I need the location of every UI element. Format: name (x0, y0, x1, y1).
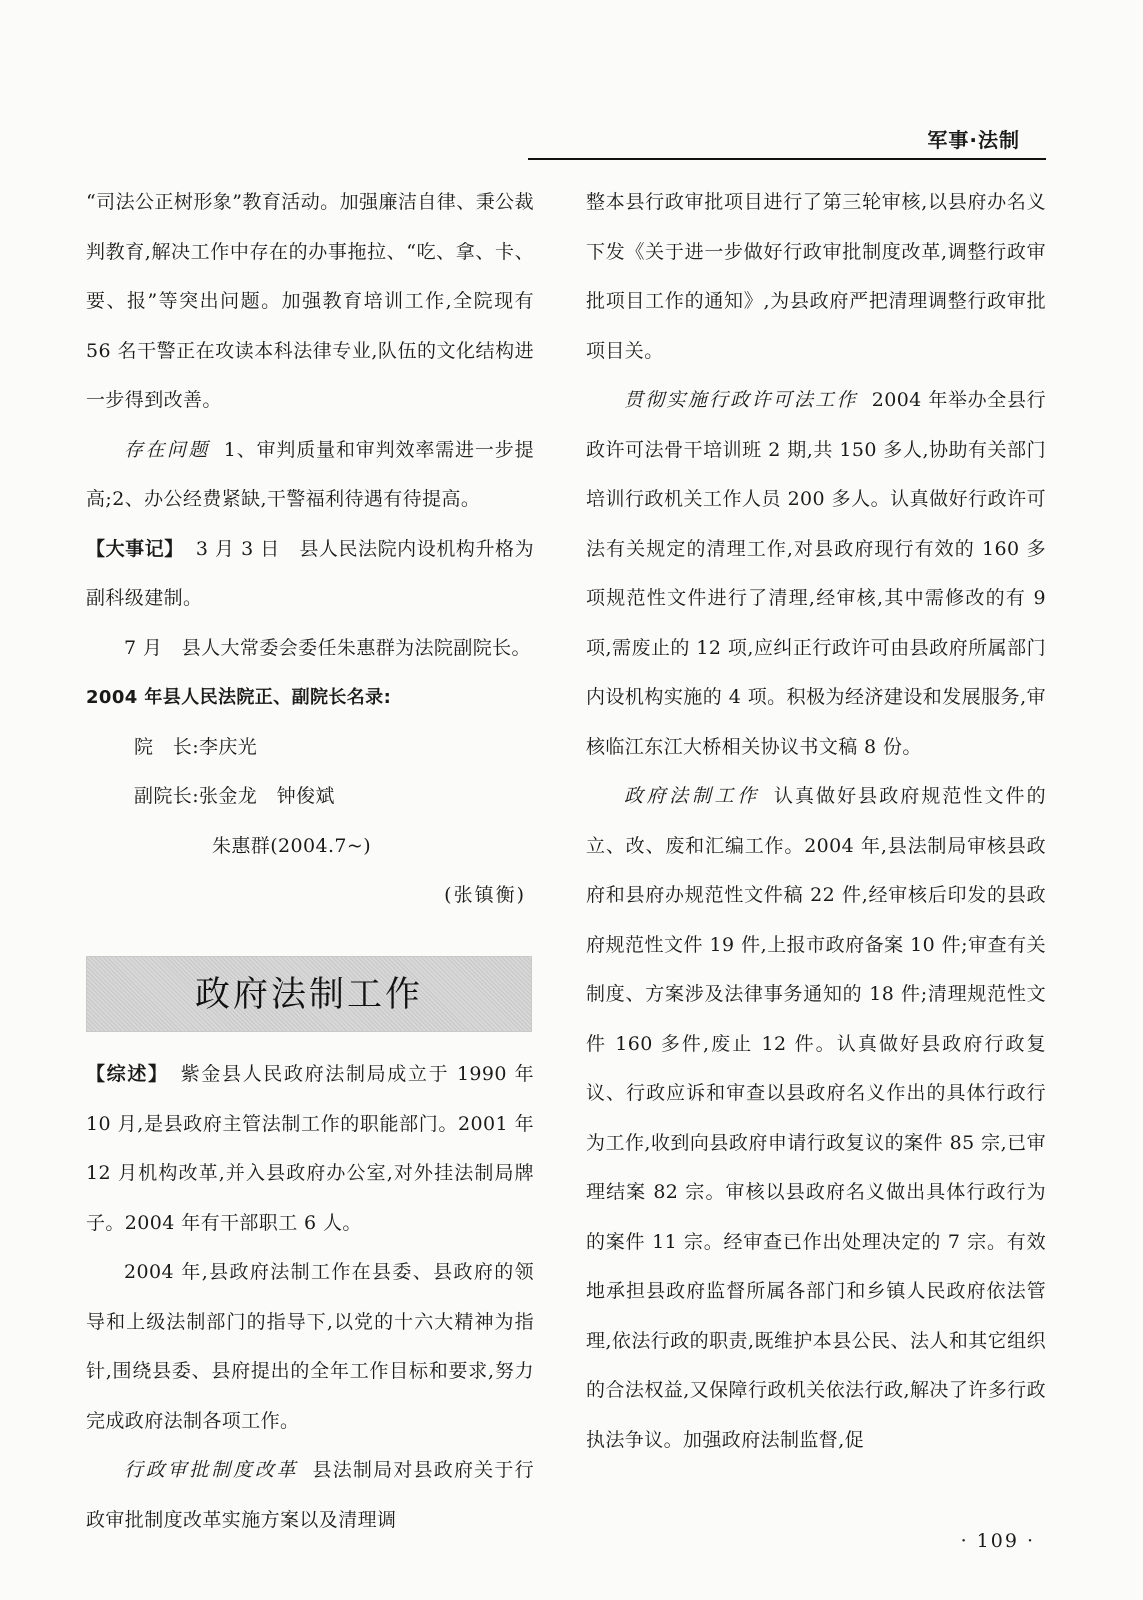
section-label: 军事·法制 (927, 128, 1020, 152)
left-column-bottom (86, 1050, 534, 1545)
paragraph-keyword: 行政审批制度改革 (124, 1459, 299, 1481)
right-column (586, 178, 1046, 1465)
paragraph-keyword: 贯彻实施行政许可法工作 (624, 389, 858, 411)
roster-line: 朱惠群(2004.7~) (212, 834, 372, 857)
paragraph: 行政审批制度改革 县法制局对县政府关于行政审批制度改革实施方案以及清理调 (86, 1459, 534, 1531)
roster-line: 院 长:李庆光 (134, 735, 258, 758)
roster-line: 副院长:张金龙 钟俊斌 (134, 785, 335, 807)
section-title-box (86, 956, 532, 1032)
paragraph: 整本县行政审批项目进行了第三轮审核,以县府办名义下发《关于进一步做好行政审批制度改革,调整行政审批项目工作的通知》,为县政府严把清理调整行政审批项目关。 (586, 191, 1046, 362)
paragraph: 7 月 县人大常委会委任朱惠群为法院副院长。 (124, 636, 531, 659)
paragraph: 2004 年,县政府法制工作在县委、县政府的领导和上级法制部门的指导下,以党的十六大精神为指针,围绕县委、县府提出的全年工作目标和要求,努力完成政府法制各项工作。 (86, 1261, 534, 1432)
page-header (528, 122, 1046, 160)
paragraph: 【大事记】 3 月 3 日 县人民法院内设机构升格为副科级建制。 (86, 537, 534, 609)
left-column-top (86, 178, 534, 921)
bracket-heading: 【大事记】 (86, 537, 184, 560)
paragraph: 【综述】 紫金县人民政府法制局成立于 1990 年 10 月,是县政府主管法制工作的职能部门。2001 年 12 月机构改革,并入县政府办公室,对外挂法制局牌子。2004 年有干部职工 6 人。 (86, 1063, 534, 1234)
section-title: 政府法制工作 (194, 975, 423, 1015)
paragraph-keyword: 政府法制工作 (624, 785, 760, 807)
author: (张镇衡) (444, 884, 526, 906)
paragraph: 存在问题 1、审判质量和审判效率需进一步提高;2、办公经费紧缺,干警福利待遇有待提高。 (86, 438, 534, 510)
paragraph: “司法公正树形象”教育活动。加强廉洁自律、秉公裁判教育,解决工作中存在的办事拖拉、“吃、拿、卡、要、报”等突出问题。加强教育培训工作,全院现有 56 名干警正在攻读本科法律专业,队伍的文化结构进一步得到改善。 (86, 191, 534, 411)
paragraph: 贯彻实施行政许可法工作 2004 年举办全县行政许可法骨干培训班 2 期,共 150 多人,协助有关部门培训行政机关工作人员 200 多人。认真做好行政许可法有关规定的清理工作,对县政府现行有效的 160 多项规范性文件进行了清理,经审核,其中需修改的有 9 项,需废止的 12 项,应纠正行政许可由县政府所属部门内设机构实施的 4 项。积极为经济建设和发展服务,审核临江东江大桥相关协议书文稿 8 份。 (586, 389, 1046, 758)
bracket-heading: 【综述】 (86, 1063, 169, 1085)
paragraph: 政府法制工作 认真做好县政府规范性文件的立、改、废和汇编工作。2004 年,县法制局审核县政府和县府办规范性文件稿 22 件,经审核后印发的县政府规范性文件 19 件,上报市政府备案 10 件;审查有关制度、方案涉及法律事务通知的 18 件;清理规范性文件 160 多件,废止 12 件。认真做好县政府行政复议、行政应诉和审查以县政府名义作出的具体行政行为工作,收到向县政府申请行政复议的案件 85 宗,已审理结案 82 宗。审核以县政府名义做出具体行政行为的案件 11 宗。经审查已作出处理决定的 7 宗。有效地承担县政府监督所属各部门和乡镇人民政府依法管理,依法行政的职责,既维护本县公民、法人和其它组织的合法权益,又保障行政机关依法行政,解决了许多行政执法争议。加强政府法制监督,促 (586, 785, 1046, 1451)
paragraph-keyword: 存在问题 (124, 438, 210, 461)
roster-heading: 2004 年县人民法院正、副院长名录: (86, 687, 392, 708)
page-number: · 109 · (960, 1530, 1035, 1552)
